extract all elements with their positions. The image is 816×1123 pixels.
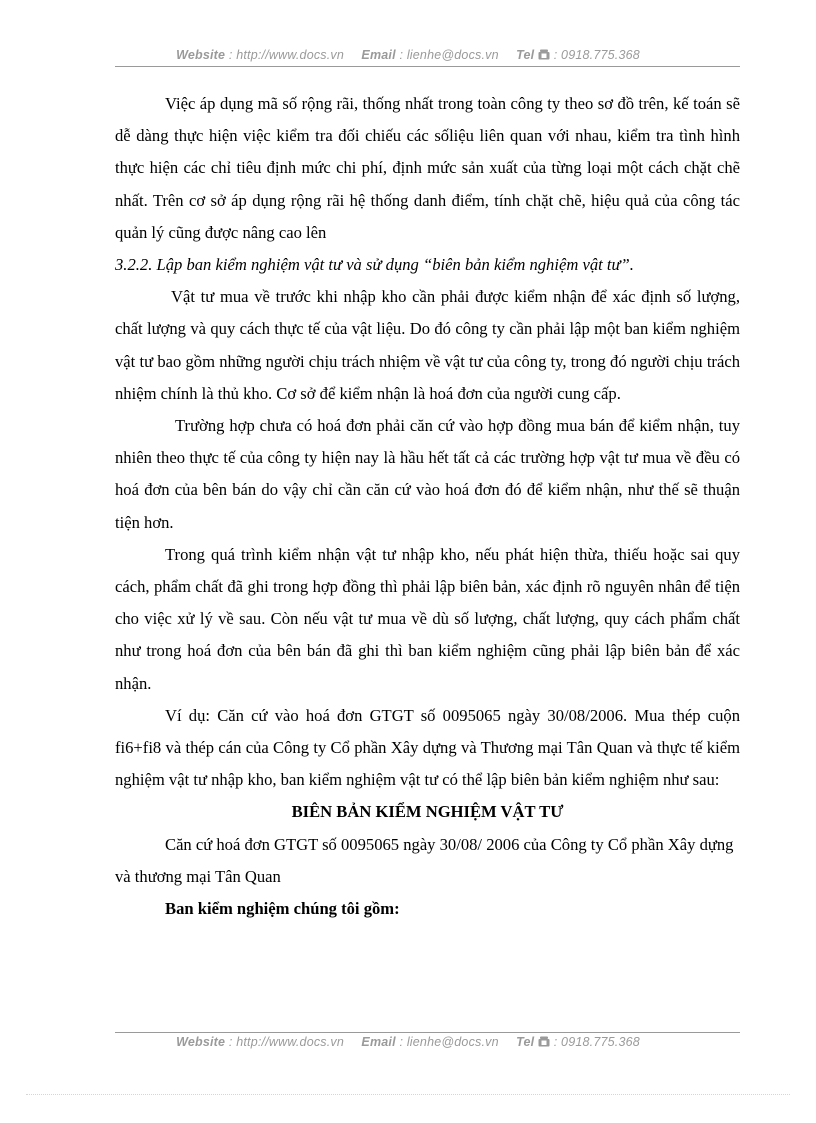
paragraph-3: Trường hợp chưa có hoá đơn phải căn cứ vào hợp đồng mua bán để kiểm nhận, tuy nhiên theo thực tế của công ty hiện nay là hầu hết tất cả các trường hợp vật tư mua về đều có hoá đơn của bên bán do vậy chỉ cần căn cứ vào hoá đơn đó để kiểm nhận, như thế sẽ thuận tiện hơn. [115,416,740,532]
page-header [0,48,816,62]
paragraph-7: Ban kiểm nghiệm chúng tôi gồm: [165,899,400,919]
paragraph-6: Căn cứ hoá đơn GTGT số 0095065 ngày 30/08/ 2006 của Công ty Cổ phần Xây dựng và thương mại Tân Quan [115,834,734,886]
paragraph-4: Trong quá trình kiểm nhận vật tư nhập kho, nếu phát hiện thừa, thiếu hoặc sai quy cách, phẩm chất đã ghi trong hợp đồng thì phải lập biên bản, xác định rõ nguyên nhân để tiện cho việc xử lý về sau. Còn nếu vật tư mua về dù số lượng, chất lượng, quy cách phẩm chất như trong hoá đơn của bên bán đã ghi thì ban kiểm nghiệm cũng phải lập biên bản để xác nhận. [115,544,740,693]
footer-tel-value: : 0918.775.368 [553,1035,640,1049]
header-email-label: Email [361,48,396,62]
footer-email-label: Email [361,1035,396,1049]
section-heading: 3.2.2. Lập ban kiểm nghiệm vật tư và sử dụng “biên bản kiểm nghiệm vật tư”. [115,255,634,275]
paragraph-1: Việc áp dụng mã số rộng rãi, thống nhất trong toàn công ty theo sơ đồ trên, kế toán sẽ dễ dàng thực hiện việc kiểm tra đối chiếu các sốliệu liên quan với nhau, kiểm tra tình hình thực hiện các chỉ tiêu định mức chi phí, định mức sản xuất của từng loại một cách chặt chẽ nhất. Trên cơ sở áp dụng rộng rãi hệ thống danh điểm, tính chặt chẽ, hiệu quả của công tác quản lý cũng được nâng cao lên [115,94,740,242]
paragraph-2: Vật tư mua về trước khi nhập kho cần phải được kiểm nhận để xác định số lượng, chất lượng và quy cách thực tế của vật liệu. Do đó công ty cần phải lập một ban kiểm nghiệm vật tư bao gồm những người chịu trách nhiệm về vật tư của công ty, trong đó người chịu trách nhiệm chính là thủ kho. Cơ sở để kiểm nhận là hoá đơn của người cung cấp. [115,287,740,403]
header-tel-label: Tel [516,48,535,62]
header-website-value: : http://www.docs.vn [228,48,345,62]
document-body [115,88,740,925]
footer-website-label: Website [176,1035,226,1049]
header-tel-value: : 0918.775.368 [553,48,640,62]
footer-rule [115,1032,740,1033]
header-email-value: : lienhe@docs.vn [399,48,499,62]
phone-icon [538,48,554,62]
paragraph-5: Ví dụ: Căn cứ vào hoá đơn GTGT số 0095065 ngày 30/08/2006. Mua thép cuộn fi6+fi8 và thép cán của Công ty Cổ phần Xây dựng và Thương mại Tân Quan và thực tế kiểm nghiệm vật tư nhập kho, ban kiểm nghiệm vật tư có thể lập biên bản kiểm nghiệm như sau: [115,705,740,790]
phone-icon [538,1035,554,1049]
footer-tel-label: Tel [516,1035,535,1049]
page-footer [0,1035,816,1049]
header-rule [115,66,740,67]
footer-email-value: : lienhe@docs.vn [399,1035,499,1049]
footer-website-value: : http://www.docs.vn [228,1035,345,1049]
document-title: BIÊN BẢN KIỂM NGHIỆM VẬT TƯ [291,802,564,822]
page-bottom-border [26,1094,790,1095]
header-website-label: Website [176,48,226,62]
